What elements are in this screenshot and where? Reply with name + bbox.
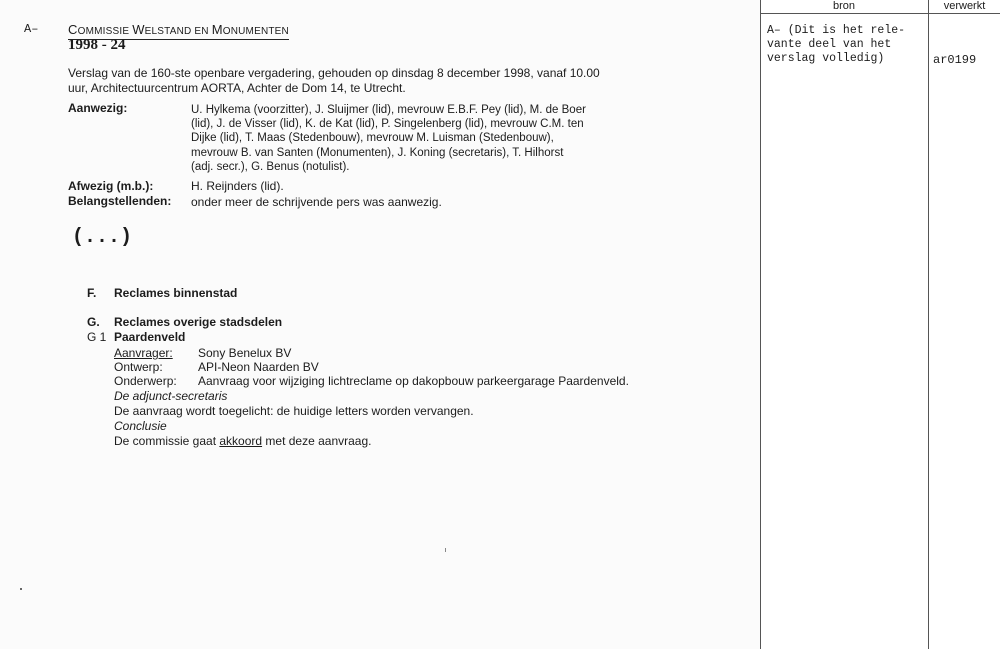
conclusion-text: De commissie gaat: [114, 434, 220, 448]
design-value: API-Neon Naarden BV: [198, 360, 319, 374]
verwerkt-header: verwerkt: [943, 0, 986, 12]
applicant-value: Sony Benelux BV: [198, 346, 292, 360]
org-text: ELSTAND EN: [144, 26, 212, 37]
conclusion-label: Conclusie: [114, 419, 167, 433]
conclusion-text: met deze aanvraag.: [262, 434, 372, 448]
present-line: mevrouw B. van Santen (Monumenten), J. Koning (secretaris), T. Hilhorst: [191, 146, 564, 159]
item-title: Paardenveld: [114, 330, 186, 344]
section-f-title: Reclames binnenstad: [114, 286, 238, 300]
org-text: OMMISSIE: [77, 26, 133, 37]
bron-note-line: vante deel van het: [767, 38, 892, 51]
present-label: Aanwezig:: [68, 101, 128, 115]
present-list: [191, 103, 586, 174]
org-text: ONUMENTEN: [222, 26, 289, 37]
speaker: De adjunct-secretaris: [114, 389, 228, 403]
present-line: (adj. secr.), G. Benus (notulist).: [191, 160, 350, 173]
applicant-label: Aanvrager:: [114, 346, 173, 360]
org-letter: W: [132, 22, 145, 37]
present-line: (lid), J. de Visser (lid), K. de Kat (lid), P. Singelenberg (lid), mevrouw C.M. ten: [191, 118, 584, 131]
bron-header: bron: [832, 0, 856, 12]
bron-note-line: A– (Dit is het rele-: [767, 24, 906, 37]
scan-speck: [20, 588, 22, 590]
section-g-letter: G.: [87, 315, 100, 329]
bron-note: [767, 24, 905, 66]
verwerkt-code: ar0199: [933, 53, 977, 67]
absent-value: H. Reijnders (lid).: [191, 179, 284, 193]
document-number: 1998 - 24: [68, 37, 126, 53]
present-line: Dijke (lid), T. Maas (Stedenbouw), mevrouw M. Luisman (Stedenbouw),: [191, 132, 554, 145]
column-divider-middle: [928, 0, 929, 649]
interested-value: onder meer de schrijvende pers was aanwezig.: [191, 195, 442, 209]
bron-note-line: verslag volledig): [767, 52, 885, 65]
interested-label: Belangstellenden:: [68, 194, 172, 208]
omission-marker: (...): [72, 226, 133, 249]
margin-mark: A–: [24, 22, 39, 36]
absent-label: Afwezig (m.b.):: [68, 179, 154, 193]
org-letter: C: [68, 22, 78, 37]
conclusion-decision: akkoord: [219, 434, 263, 448]
intro-line: Verslag van de 160-ste openbare vergadering, gehouden op dinsdag 8 december 1998, vanaf 10.00: [68, 66, 600, 80]
explanation: De aanvraag wordt toegelicht: de huidige letters worden vervangen.: [114, 404, 474, 418]
subject-label: Onderwerp:: [114, 374, 177, 388]
scan-speck: [445, 548, 446, 552]
section-f-letter: F.: [87, 286, 97, 300]
column-header-rule: [760, 13, 1000, 14]
item-number: G 1: [87, 330, 107, 344]
org-letter: M: [211, 22, 223, 37]
section-g-title: Reclames overige stadsdelen: [114, 315, 283, 329]
intro-line: uur, Architectuurcentrum AORTA, Achter de Dom 14, te Utrecht.: [68, 81, 406, 95]
subject-value: Aanvraag voor wijziging lichtreclame op dakopbouw parkeergarage Paardenveld.: [198, 374, 629, 388]
conclusion: [114, 434, 371, 448]
column-divider-left: [760, 0, 761, 649]
present-line: U. Hylkema (voorzitter), J. Sluijmer (lid), mevrouw E.B.F. Pey (lid), M. de Boer: [191, 104, 586, 116]
design-label: Ontwerp:: [114, 360, 163, 374]
